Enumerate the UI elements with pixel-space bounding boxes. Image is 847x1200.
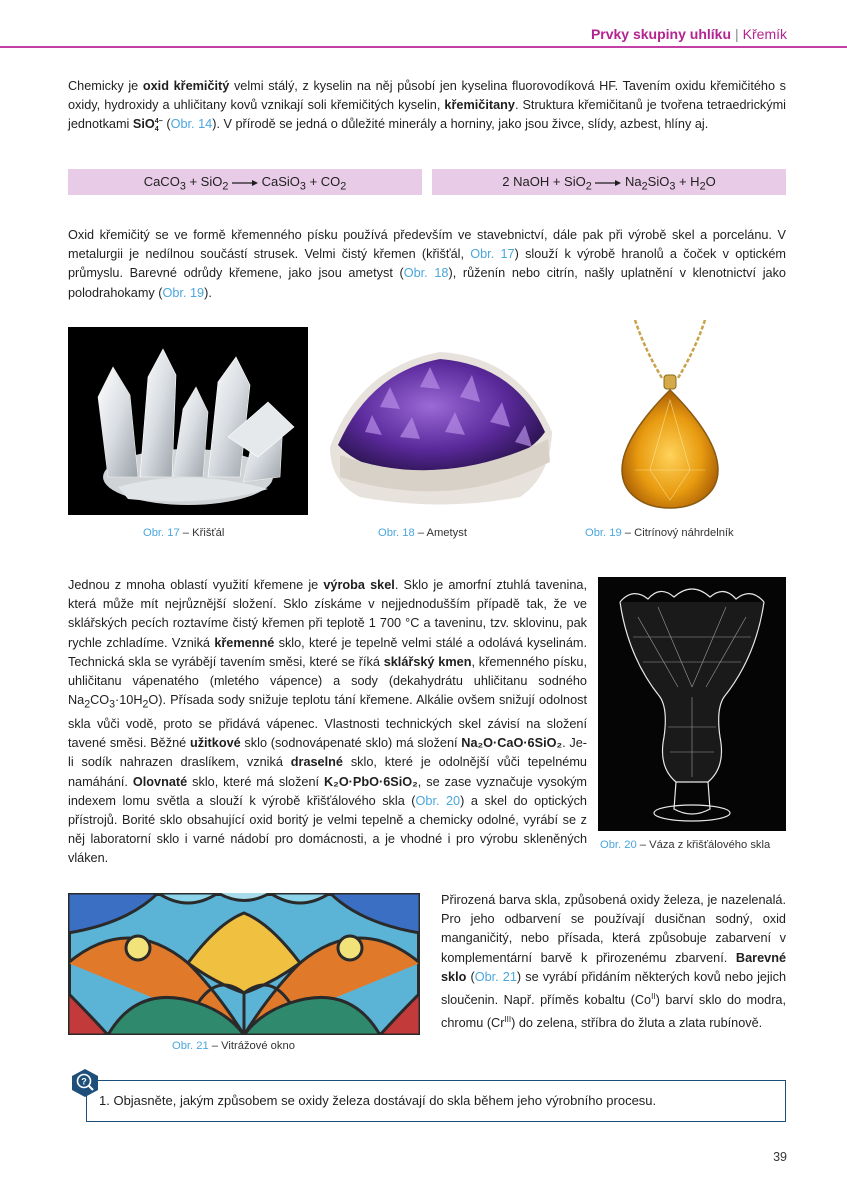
rock-crystal-image — [68, 327, 308, 515]
figure-crystal-vase — [598, 577, 786, 831]
figure-amethyst — [320, 327, 560, 515]
citrine-pendant-image — [590, 320, 750, 515]
caption-fig-20: Obr. 20 – Váza z křišťálového skla — [600, 839, 771, 851]
figure-rock-crystal — [68, 327, 308, 515]
page-number: 39 — [773, 1150, 787, 1164]
equation-box-2: 2 NaOH + SiO$_2$ $Na_2SiO_3 + H_2O$ — [432, 169, 786, 195]
ref-obr-19[interactable]: Obr. 19 — [162, 285, 205, 300]
header-separator: | — [735, 26, 739, 42]
paragraph-silica: Chemicky je oxid křemičitý velmi stálý, z kyselin na něj působí jen kyselina fluorovodíková HF. Tavením oxidu křemičitého s oxidy, hydroxidy a uhličitany kovů vznikají soli křemičitých kyselin, křemičitany. Struktura křemičitanů je tvořena tetraedrickými jednotkami SiO 4− 4 (Obr. 14). V přírodě se jedná o důležité minerály a horniny, jako jsou živce, slídy, azbest, hlíny aj. — [68, 79, 787, 134]
caption-fig-18: Obr. 18 – Ametyst — [378, 527, 467, 539]
ref-obr-20-caption[interactable]: Obr. 20 — [600, 839, 637, 851]
paragraph-glass-color: Přirozená barva skla, způsobená oxidy železa, je nazelenalá. Pro jeho odbarvení se používají dusičnan sodný, oxid manganičitý, nebo přísada, která způsobuje zabarvení v komplementární barvě k přirozenému zbarvení. Barevné sklo (Obr. 21) se vyrábí přidáním některých kovů nebo jejich sloučenin. Např. příměs kobaltu $(Co^{II})$ barví sklo do modra, chromu $(Cr^{III})$ do zelena, stříbra do žluta a zlata rubínově. — [441, 893, 786, 1031]
chapter-title-main: Prvky skupiny uhlíku — [590, 26, 732, 42]
ref-obr-14[interactable]: Obr. 14 — [170, 117, 213, 132]
amethyst-image — [320, 327, 560, 515]
ref-obr-21-caption[interactable]: Obr. 21 — [172, 1040, 209, 1052]
caption-fig-21: Obr. 21 – Vitrážové okno — [172, 1040, 295, 1052]
question-icon — [70, 1068, 100, 1098]
caption-fig-17: Obr. 17 – Křišťál — [143, 527, 225, 539]
ref-obr-17-caption[interactable]: Obr. 17 — [143, 527, 180, 539]
stained-glass-image — [68, 893, 420, 1035]
caption-fig-19: Obr. 19 – Citrínový náhrdelník — [585, 527, 734, 539]
question-text: 1. Objasněte, jakým způsobem se oxidy železa dostávají do skla během jeho výrobního procesu. — [99, 1093, 657, 1108]
crystal-vase-image — [598, 577, 786, 831]
figure-citrine-pendant — [590, 320, 750, 515]
ref-obr-20[interactable]: Obr. 20 — [415, 793, 461, 808]
question-box — [86, 1080, 786, 1122]
svg-text:?: ? — [81, 1076, 87, 1087]
paragraph-uses: Oxid křemičitý se ve formě křemenného písku používá především ve stavebnictví, dále pak při výrobě skel a porcelánu. V metalurgii je nedílnou součástí strusek. Velmi čistý křemen (křišťál, Obr. 17) slouží k výrobě hranolů a čoček v optickém průmyslu. Barevné odrůdy křemene, jako jsou ametyst (Obr. 18), růženín nebo citrín, našly uplatnění v klenotnictví jako polodrahokamy (Obr. 19). — [68, 228, 786, 300]
reaction-arrow-icon — [595, 179, 621, 187]
figure-stained-glass — [68, 893, 420, 1035]
ref-obr-19-caption[interactable]: Obr. 19 — [585, 527, 622, 539]
ref-obr-18[interactable]: Obr. 18 — [403, 266, 449, 281]
paragraph-glass-production: Jednou z mnoha oblastí využití křemene je výroba skel. Sklo je amorfní ztuhlá tavenina, která může mít nejrůznější složení. Sklo získáme v nejjednodušším případě tak, že ve sklářských pecích roztavíme čistý křemen při teplotě 1 700 °C a taveninu, tzv. sklovinu, pak rychle zchladíme. Vzniká křemenné sklo, které je tepelně velmi stálé a odolává kyselinám. Technická skla se vyrábějí tavením směsi, které se říká sklářský kmen, křemenného písku, uhličitanu vápenatého (mletého vápence) a sody (dekahydrátu uhličitanu sodného $Na_2CO_3\cdot 10H_2O$). Přísada sody snižuje teplotu tání křemene. Alkálie ovšem snižují odolnost skla vůči vodě, proto se přidává vápenec. Vlastnosti technických skel závisí na složení tavené směsi. Běžné užitkové sklo (sodnovápenaté sklo) má složení Na₂O·CaO·6SiO₂. Je-li sodík nahrazen draslíkem, vzniká draselné sklo, které je odolnější vůči tepelnému namáhání. Olovnaté sklo, které má složení K₂O·PbO·6SiO₂, se zase vyznačuje vysokým indexem lomu světla a slouží k výrobě křišťálového skla (Obr. 20) a skel do optických přístrojů. Borité sklo obsahující oxid boritý je velmi tepelně a chemicky odolné, vyrábí se z něj laboratorní sklo i varné nádobí pro domácnosti, a je vhodné i pro výrobu skleněných vláken. — [68, 578, 588, 866]
ref-obr-21[interactable]: Obr. 21 — [474, 969, 517, 984]
equation-box-1: CaCO$_3$ + SiO$_2$ CaSiO$_3$ + $CO_2$ — [68, 169, 422, 195]
chapter-subtitle: Křemík — [742, 26, 787, 42]
reaction-arrow-icon — [232, 179, 258, 187]
header-rule — [0, 46, 847, 48]
chapter-title — [591, 26, 787, 42]
page-header — [0, 0, 847, 48]
ref-obr-18-caption[interactable]: Obr. 18 — [378, 527, 415, 539]
ref-obr-17[interactable]: Obr. 17 — [470, 247, 515, 262]
